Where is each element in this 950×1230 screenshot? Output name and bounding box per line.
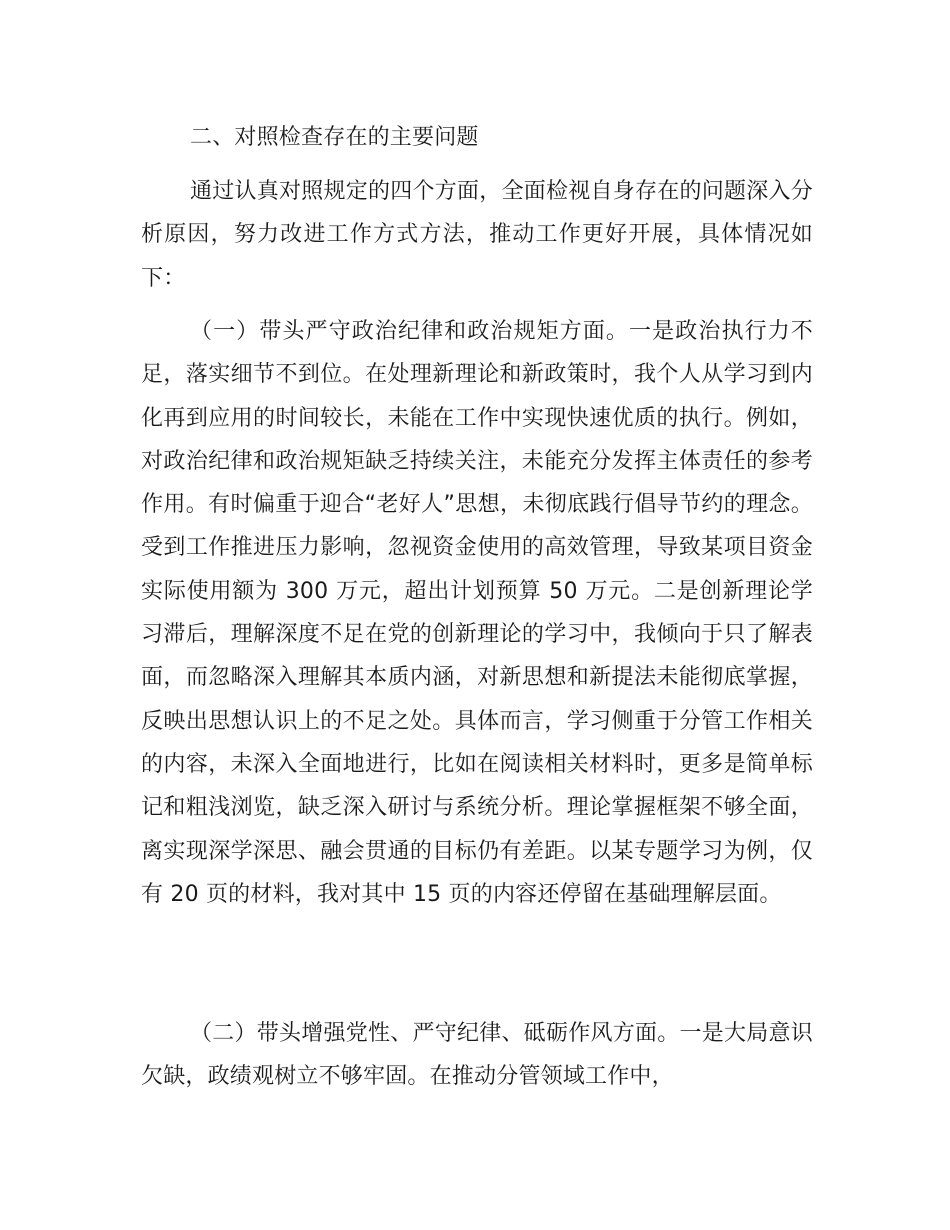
paragraph-party-spirit: （二）带头增强党性、严守纪律、砥砺作风方面。一是大局意识欠缺，政绩观树立不够牢固。在推动分管领域工作中， xyxy=(141,1021,813,1090)
paragraph-political-discipline: （一）带头严守政治纪律和政治规矩方面。一是政治执行力不足，落实细节不到位。在处理新理论和新政策时，我个人从学习到内化再到应用的时间较长，未能在工作中实现快速优质的执行。例如，对政治纪律和政治规矩缺乏持续关注，未能充分发挥主体责任的参考作用。有时偏重于迎合“老好人”思想，未彻底践行倡导节约的理念。受到工作推进压力影响，忽视资金使用的高效管理，导致某项目资金实际使用额为 300 万元，超出计划预算 50 万元。二是创新理论学习滞后，理解深度不足在党的创新理论的学习中，我倾向于只了解表面，而忽略深入理解其本质内涵，对新思想和新提法未能彻底掌握，反映出思想认识上的不足之处。具体而言，学习侧重于分管工作相关的内容，未深入全面地进行，比如在阅读相关材料时，更多是简单标记和粗浅浏览，缺乏深入研讨与系统分析。理论掌握框架不够全面，离实现深学深思、融会贯通的目标仍有差距。以某专题学习为例，仅有 20 页的材料，我对其中 15 页的内容还停留在基础理解层面。 xyxy=(141,319,813,907)
intro-paragraph: 通过认真对照规定的四个方面，全面检视自身存在的问题深入分析原因，努力改进工作方式方法，推动工作更好开展，具体情况如下： xyxy=(141,179,813,291)
section-heading: 二、对照检查存在的主要问题 xyxy=(190,125,479,150)
